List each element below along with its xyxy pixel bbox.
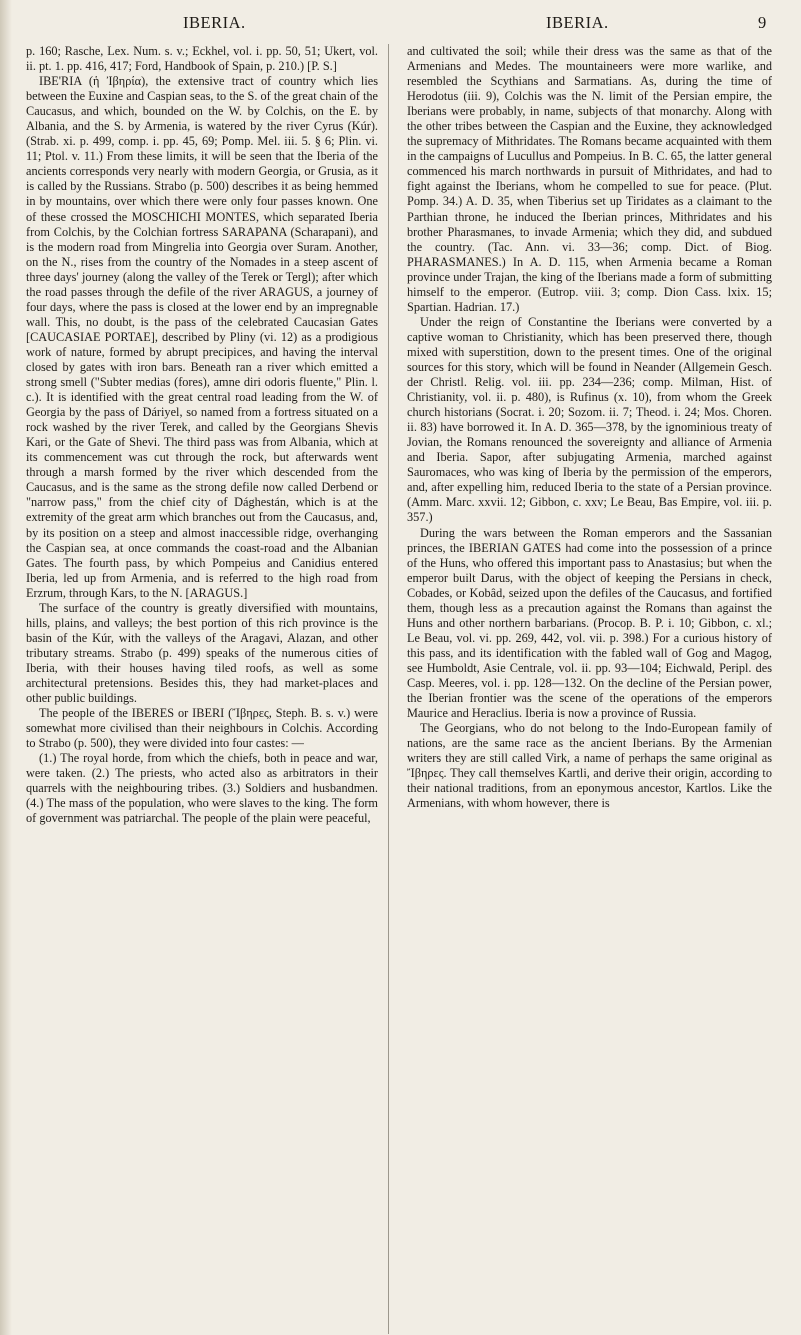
left-column <box>26 44 389 1334</box>
page-number: 9 <box>758 13 767 32</box>
running-header <box>0 13 801 43</box>
paragraph: Under the reign of Constantine the Iberians were converted by a captive woman to Christianity, which has been preserved there, though mixed with superstition, down to the present times. One of the original sources for this story, which will be found in Neander (Allgemein Gesch. der Christl. Relig. vol. iii. pp. 234—236; comp. Milman, Hist. of Christianity, vol. ii. p. 480), is Rufinus (x. 10), from whom the Greek church historians (Socrat. i. 20; Sozom. ii. 7; Theod. i. 24; Mos. Choren. ii. 83) have borrowed it. In A. D. 365—378, by the ignominious treaty of Jovian, the Romans renounced the sovereignty and alliance of Armenia and Iberia. Sapor, after subjugating Armenia, marched against Sauromaces, who was king of Iberia by the permission of the emperors, and, after expelling him, reduced Iberia to the state of a Persian province. (Amm. Marc. xxvii. 12; Gibbon, c. xxv; Le Beau, Bas Empire, vol. iii. p. 357.) <box>407 314 772 525</box>
right-running-title: IBERIA. <box>546 13 609 32</box>
left-running-title: IBERIA. <box>183 13 246 32</box>
paragraph: The surface of the country is greatly diversified with mountains, hills, plains, and valleys; the best portion of this rich province is the basin of the Kúr, with the valleys of the Aragavi, Alazan, and other tributary streams. Strabo (p. 499) speaks of the numerous cities of Iberia, with their houses having tiled roofs, as well as some architectural pretensions. Besides this, they had market-places and other public buildings. <box>26 600 378 706</box>
paragraph: (1.) The royal horde, from which the chiefs, both in peace and war, were taken. (2.) The priests, who acted also as arbitrators in their quarrels with the neighbouring tribes. (3.) Soldiers and husbandmen. (4.) The mass of the population, who were slaves to the king. The form of government was patriarchal. The people of the plain were peaceful, <box>26 751 378 826</box>
paragraph: The Georgians, who do not belong to the Indo-European family of nations, are the same race as the ancient Iberians. By the Armenian writers they are still called Virk, a name of perhaps the same original as Ἴβηρες. They call themselves Kartli, and derive their origin, according to their national traditions, from an eponymous ancestor, Kartlos. Like the Armenians, with whom however, there is <box>407 721 772 811</box>
paragraph: and cultivated the soil; while their dress was the same as that of the Armenians and Medes. The mountaineers were more warlike, and resembled the Scythians and Sarmatians. As, during the time of Herodotus (iii. 9), Colchis was the N. limit of the Persian empire, the Iberians were probably, in name, subjects of that monarchy. Along with the other tribes between the Caspian and the Euxine, they acknowledged the supremacy of Mithridates. The Romans became acquainted with them in the campaigns of Lucullus and Pompeius. In B. C. 65, the latter general commenced his march northwards in pursuit of Mithridates, and had to fight against the Iberians, whom he compelled to sue for peace. (Plut. Pomp. 34.) A. D. 35, when Tiberius set up Tiridates as a claimant to the Parthian throne, he induced the Iberian princes, Mithridates and his brother Pharasmanes, to invade Armenia; which they did, and subdued the country. (Tac. Ann. vi. 33—36; comp. Dict. of Biog. PHARASMANES.) In A. D. 115, when Armenia became a Roman province under Trajan, the king of the Iberians made a form of submitting himself to the emperor. (Eutrop. viii. 3; comp. Dion Cass. lxix. 15; Spartian. Hadrian. 17.) <box>407 44 772 314</box>
paragraph: IBE'RIA (ἡ Ἰβηρία), the extensive tract of country which lies between the Euxine and Caspian seas, to the S. of the great chain of the Caucasus, and which, bounded on the W. by Colchis, on the E. by Albania, and the S. by Armenia, is watered by the river Cyrus (Kúr). (Strab. xi. p. 499, comp. i. pp. 45, 69; Pomp. Mel. iii. 5. § 6; Plin. vi. 11; Ptol. v. 11.) From these limits, it will be seen that the Iberia of the ancients corresponds very nearly with modern Georgia, or Grusia, as it is called by the Russians. Strabo (p. 500) describes it as being hemmed in by mountains, over which there were only four passes known. One of these crossed the MOSCHICHI MONTES, which separated Iberia from Colchis, by the Colchian fortress SARAPANA (Scharapani), and is the modern road from Mingrelia into Georgia over Suram. Another, on the N., rises from the country of the Nomades in a steep ascent of three days' journey (along the valley of the Terek or Tergl); after which the road passes through the defile of the river ARAGUS, a journey of four days, where the pass is closed at the lower end by an impregnable wall. This, no doubt, is the pass of the celebrated Caucasian Gates [CAUCASIAE PORTAE], described by Pliny (vi. 12) as a prodigious work of nature, formed by abrupt precipices, and having the interval closed by gates with iron bars. Beneath ran a river which emitted a strong smell ("Subter medias (fores), amne diri odoris fluente," Plin. l. c.). It is identified with the great central road leading from the W. of Georgia by the pass of Dáriyel, so named from a fortress situated on a rock washed by the river Terek, and called by the Georgians Shevis Kari, or the Gate of Shevi. The third pass was from Albania, which at its commencement was cut through the rock, but afterwards went through a marsh formed by the river which descended from the Caucasus, and is the same as the strong defile now called Derbend or "narrow pass," from the chief city of Dághestán, which is at the extremity of the great arm which branches out from the Caucasus, and, by its position on a steep and almost inaccessible ridge, overhanging the Caspian sea, at once commands the coast-road and the Albanian Gates. The fourth pass, by which Pompeius and Canidius entered Iberia, led up from Armenia, and is referred to the high road from Erzrum, through Kars, to the N. [ARAGUS.] <box>26 74 378 600</box>
paragraph: The people of the IBERES or IBERI (Ἴβηρες, Steph. B. s. v.) were somewhat more civilised than their neighbours in Colchis. According to Strabo (p. 500), they were divided into four castes: — <box>26 706 378 751</box>
page-binding-edge <box>0 0 12 1335</box>
paragraph: p. 160; Rasche, Lex. Num. s. v.; Eckhel, vol. i. pp. 50, 51; Ukert, vol. ii. pt. 1. pp. 416, 417; Ford, Handbook of Spain, p. 210.) [P. S.] <box>26 44 378 74</box>
paragraph: During the wars between the Roman emperors and the Sassanian princes, the IBERIAN GATES had come into the possession of a prince of the Huns, who offered this important pass to Anastasius; but when the emperor built Darus, with the object of keeping the Persians in check, Cobades, or Kobâd, seized upon the defiles of the Caucasus, and fortified them, though less as a precaution against the Romans than against the Huns and other northern barbarians. (Procop. B. P. i. 10; Gibbon, c. xl.; Le Beau, vol. vi. pp. 269, 442, vol. vii. p. 398.) For a curious history of this pass, and its identification with the fabled wall of Gog and Magog, see Humboldt, Asie Centrale, vol. ii. pp. 93—104; Eichwald, Peripl. des Casp. Meeres, vol. i. pp. 128—132. On the decline of the Persian power, the Iberian frontier was the scene of the operations of the emperors Maurice and Heraclius. Iberia is now a province of Russia. <box>407 525 772 721</box>
right-column <box>407 44 772 1334</box>
